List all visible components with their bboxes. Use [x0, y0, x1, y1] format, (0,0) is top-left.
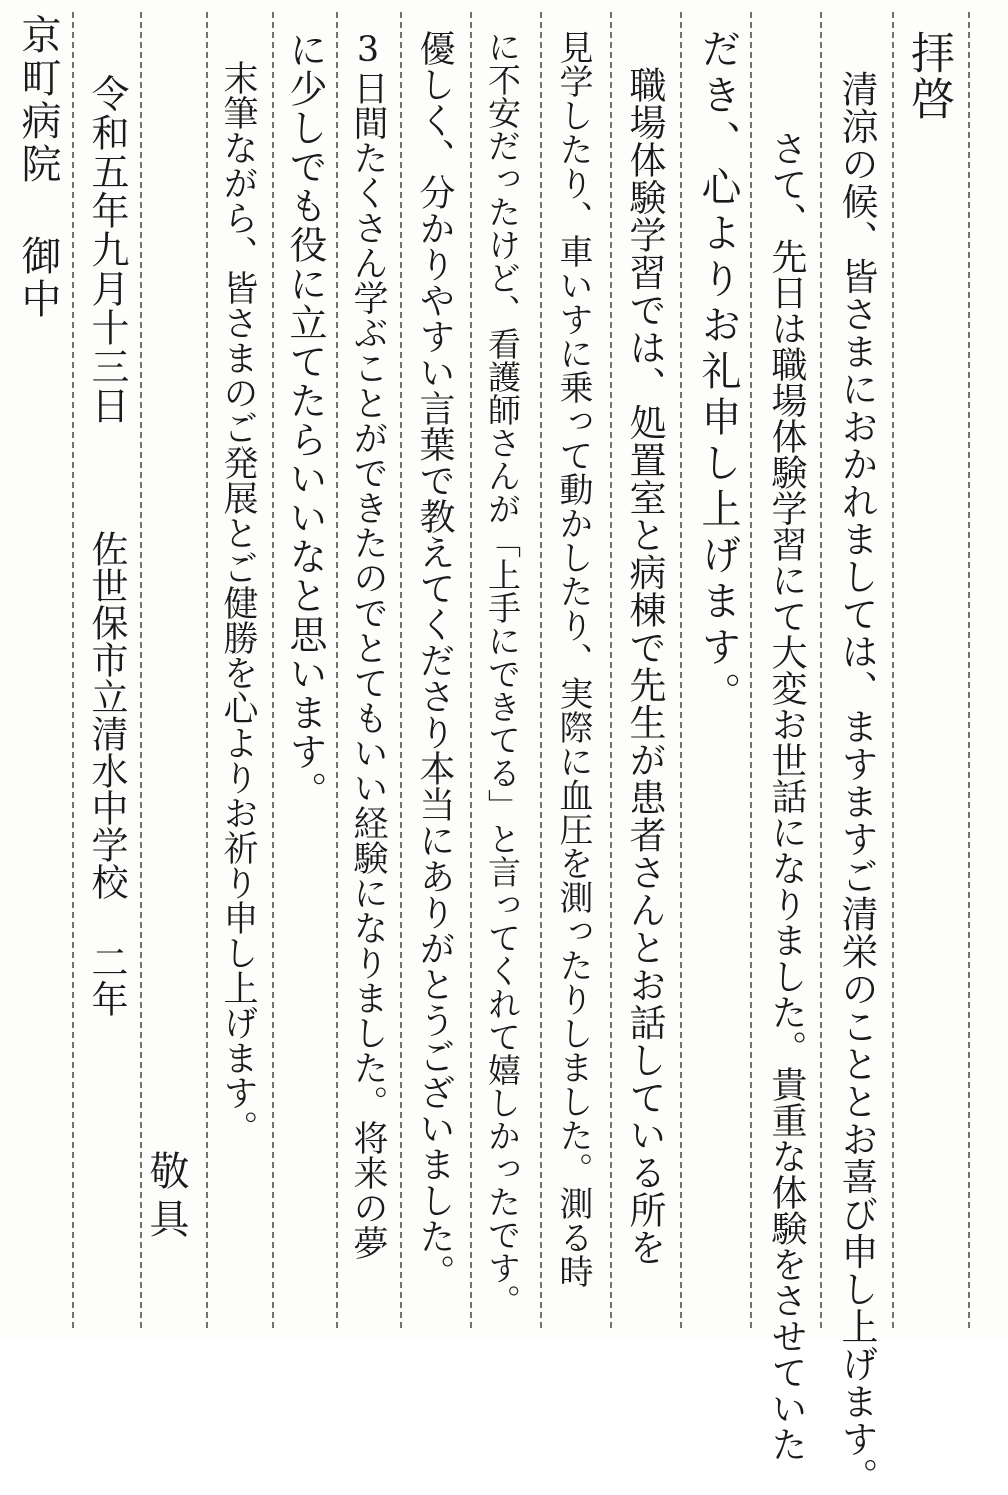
body-line-5: 見学したり、車いすに乗って動かしたり、実際に血圧を測ったりしました。測る時: [553, 30, 593, 1288]
body-line-1: 清涼の候、皆さまにおかれましては、ますますご清栄のこととお喜び申し上げます。: [835, 70, 878, 1495]
rule-line: [336, 12, 338, 1328]
body-line-3: だき、心よりお礼申し上げます。: [695, 28, 741, 718]
body-line-9: に少しでも役に立てたらいいなと思います。: [283, 30, 327, 810]
rule-line: [540, 12, 542, 1328]
rule-line: [140, 12, 142, 1328]
rule-line: [968, 12, 970, 1328]
sender: 佐世保市立清水中学校 二年: [85, 530, 128, 1017]
salutation: 拝啓: [903, 30, 954, 122]
body-line-7: 優しく、分かりやすい言葉で教えてくださり本当にありがとうございました。: [414, 30, 455, 1290]
date: 令和五年九月十三日: [85, 74, 129, 425]
body-line-6: に不安だったけど、看護師さんが「上手にできてる」と言ってくれて嬉しかったです。: [483, 30, 522, 1317]
recipient: 京町病院 御中: [15, 14, 61, 321]
rule-line: [680, 12, 682, 1328]
closing: 敬具: [143, 1150, 189, 1246]
rule-line: [750, 12, 752, 1328]
rule-line: [892, 12, 894, 1328]
body-line-2: さて、先日は職場体験学習にて大変お世話になりました。貴重な体験をさせていた: [766, 130, 807, 1462]
rule-line: [820, 12, 822, 1328]
rule-line: [610, 12, 612, 1328]
body-line-10: 末筆ながら、皆さまのご発展とご健勝を心よりお祈り申し上げます。: [218, 60, 258, 1145]
body-line-4: 職場体験学習では、処置室と病棟で先生が患者さんとお話している所を: [623, 66, 666, 1266]
rule-line: [400, 12, 402, 1328]
rule-line: [206, 12, 208, 1328]
body-line-8: 3日間たくさん学ぶことができたのでとてもいい経験になりました。将来の夢: [348, 30, 388, 1260]
rule-line: [72, 12, 74, 1328]
rule-line: [272, 12, 274, 1328]
rule-line: [470, 12, 472, 1328]
